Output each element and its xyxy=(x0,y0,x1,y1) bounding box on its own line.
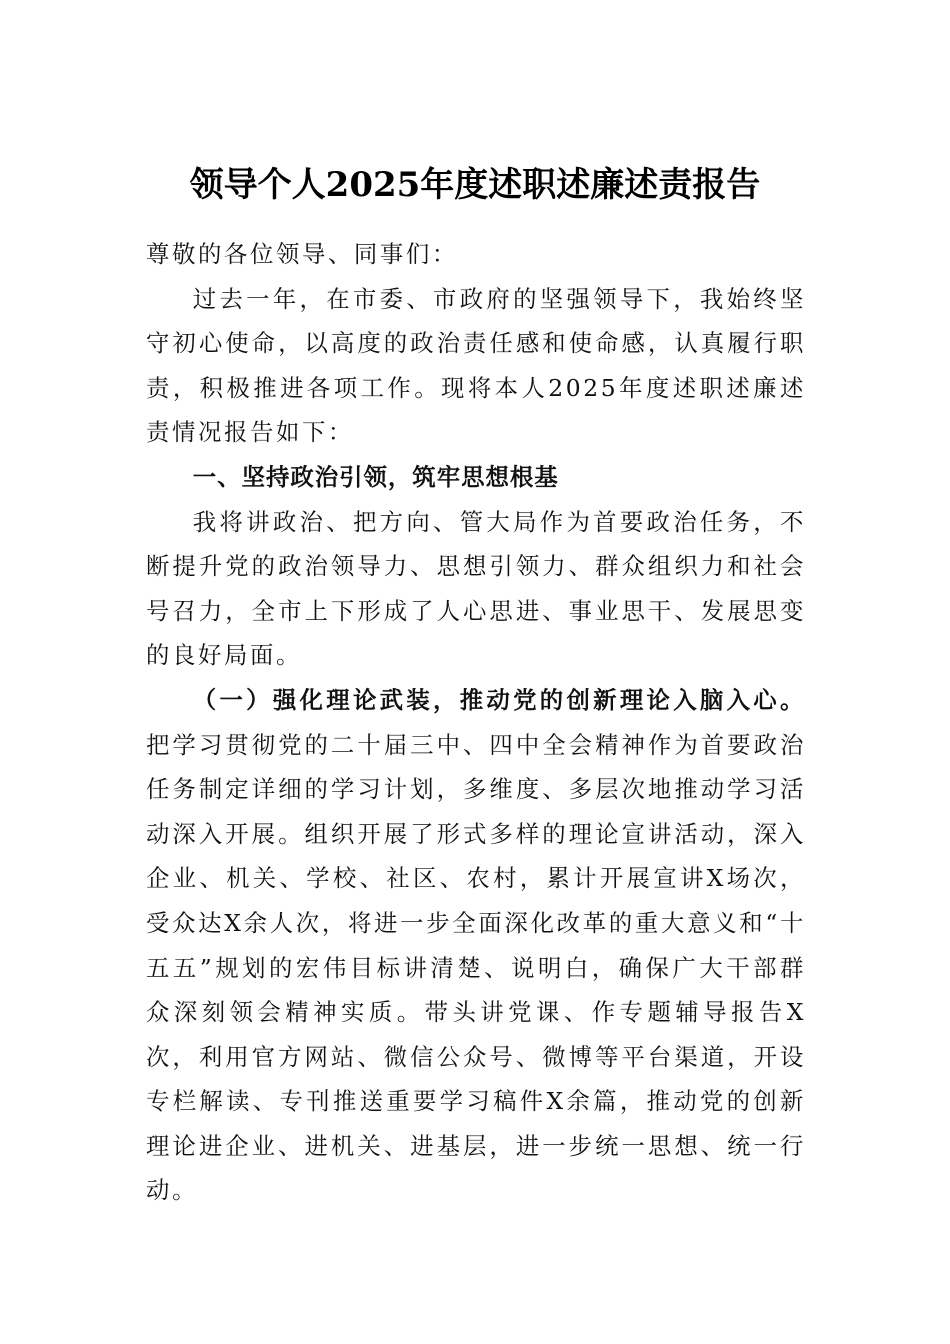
salutation: 尊敬的各位领导、同事们： xyxy=(146,240,458,268)
item-paragraph xyxy=(146,678,806,1213)
document-title: 领导个人2025年度述职述廉述责报告 xyxy=(189,165,761,205)
item-text: 把学习贯彻党的二十届三中、四中全会精神作为首要政治任务制定详细的学习计划，多维度、多层次地推动学习活动深入开展。组织开展了形式多样的理论宣讲活动，深入企业、机关、学校、社区、农村，累计开展宣讲X场次，受众达X余人次，将进一步全面深化改革的重大意义和“十五五”规划的宏伟目标讲清楚、说明白，确保广大干部群众深刻领会精神实质。带头讲党课、作专题辅导报告X次，利用官方网站、微信公众号、微博等平台渠道，开设专栏解读、专刊推送重要学习稿件X余篇，推动党的创新理论进企业、进机关、进基层，进一步统一思想、统一行动。 xyxy=(146,730,806,1205)
document-body xyxy=(146,232,806,1213)
item-heading: （一）强化理论武装，推动党的创新理论入脑入心。 xyxy=(192,685,806,714)
section-heading: 一、坚持政治引领，筑牢思想根基 xyxy=(192,462,559,491)
section-paragraph: 我将讲政治、把方向、管大局作为首要政治任务，不断提升党的政治领导力、思想引领力、群众组织力和社会号召力，全市上下形成了人心思进、事业思干、发展思变的良好局面。 xyxy=(146,507,806,670)
intro-paragraph: 过去一年，在市委、市政府的坚强领导下，我始终坚守初心使命，以高度的政治责任感和使命感，认真履行职责，积极推进各项工作。现将本人2025年度述职述廉述责情况报告如下： xyxy=(146,284,806,447)
